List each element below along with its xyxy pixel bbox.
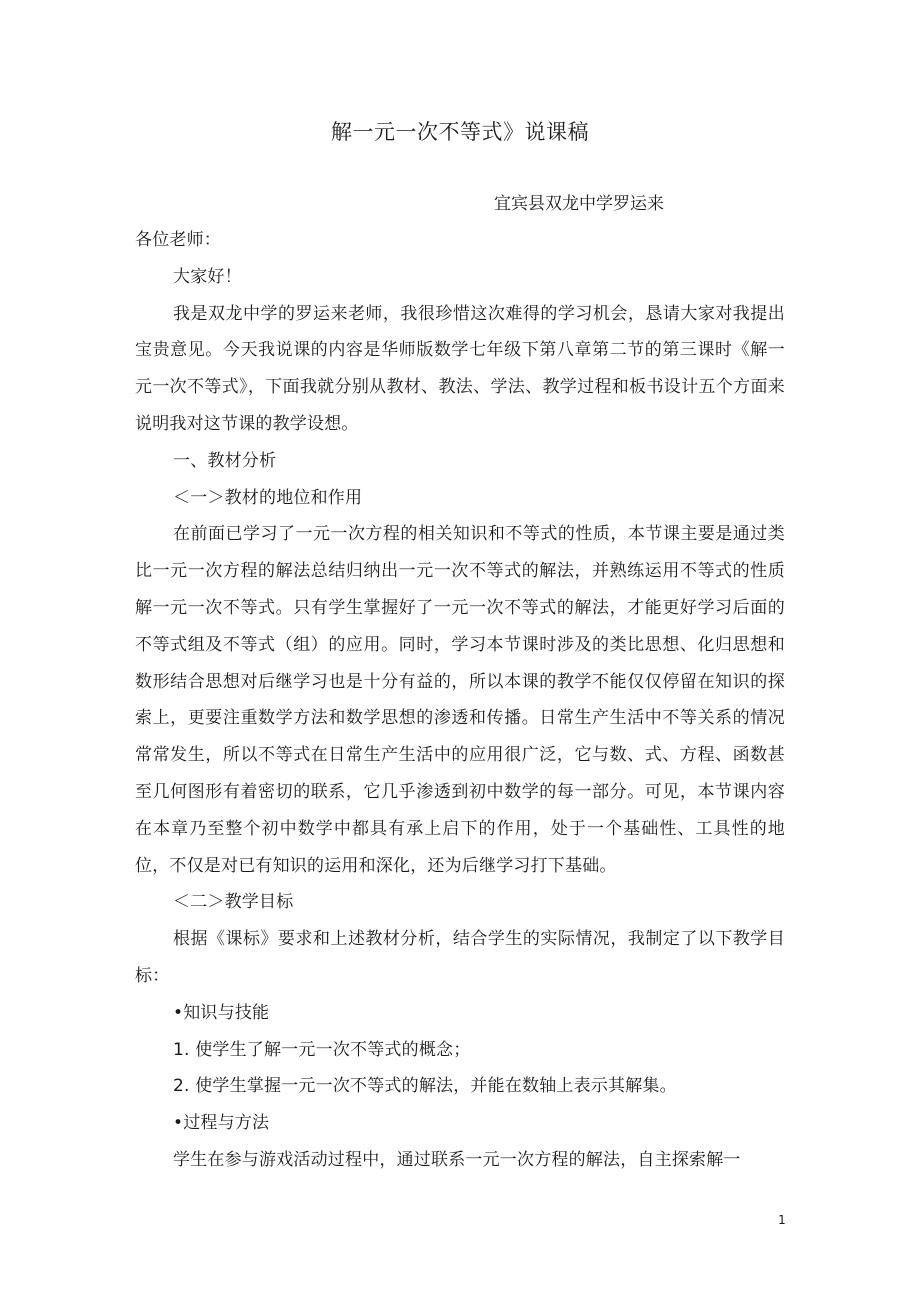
document-body bbox=[135, 222, 785, 1179]
goal-heading-process-method: •过程与方法 bbox=[173, 1113, 270, 1134]
goal-item: 1. 使学生了解一元一次不等式的概念； bbox=[173, 1039, 471, 1060]
greeting: 各位老师： bbox=[135, 230, 221, 250]
goal-item: 2. 使学生掌握一元一次不等式的解法，并能在数轴上表示其解集。 bbox=[173, 1076, 677, 1097]
salutation: 大家好！ bbox=[173, 266, 242, 287]
intro-paragraph: 我是双龙中学的罗运来老师，我很珍惜这次难得的学习机会，恳请大家对我提出宝贵意见。今天我说课的内容是华师版数学七年级下第八章第二节的第三课时《解一元一次不等式》，下面我就分别从教材、教法、学法、教学过程和板书设计五个方面来说明我对这节课的教学设想。 bbox=[135, 303, 785, 434]
subsection-heading-teaching-goals: ＜二＞教学目标 bbox=[173, 892, 294, 913]
document-title: 解一元一次不等式》说课稿 bbox=[331, 120, 589, 144]
process-method-paragraph: 学生在参与游戏活动过程中，通过联系一元一次方程的解法，自主探索解一 bbox=[173, 1149, 741, 1170]
goal-heading-knowledge-skills: •知识与技能 bbox=[173, 1002, 270, 1023]
subsection-heading-position-role: ＜一＞教材的地位和作用 bbox=[173, 487, 363, 508]
page-number: 1 bbox=[778, 1213, 786, 1227]
author-line: 宜宾县双龙中学罗运来 bbox=[494, 194, 664, 214]
teaching-goals-paragraph: 根据《课标》要求和上述教材分析，结合学生的实际情况，我制定了以下教学目标： bbox=[135, 929, 785, 986]
section-heading-textbook-analysis: 一、教材分析 bbox=[173, 450, 277, 471]
position-role-paragraph: 在前面已学习了一元一次方程的相关知识和不等式的性质，本节课主要是通过类比一元一次方程的解法总结归纳出一元一次不等式的解法，并熟练运用不等式的性质解一元一次不等式。只有学生掌握好了一元一次不等式的解法，才能更好学习后面的不等式组及不等式（组）的应用。同时，学习本节课时涉及的类比思想、化归思想和数形结合思想对后继学习也是十分有益的，所以本课的教学不能仅仅停留在知识的探索上，更要注重数学方法和数学思想的渗透和传播。日常生产生活中不等关系的情况常常发生，所以不等式在日常生产生活中的应用很广泛，它与数、式、方程、函数甚至几何图形有着密切的联系，它几乎渗透到初中数学的每一部分。可见，本节课内容在本章乃至整个初中数学中都具有承上启下的作用，处于一个基础性、工具性的地位，不仅是对已有知识的运用和深化，还为后继学习打下基础。 bbox=[135, 524, 785, 876]
